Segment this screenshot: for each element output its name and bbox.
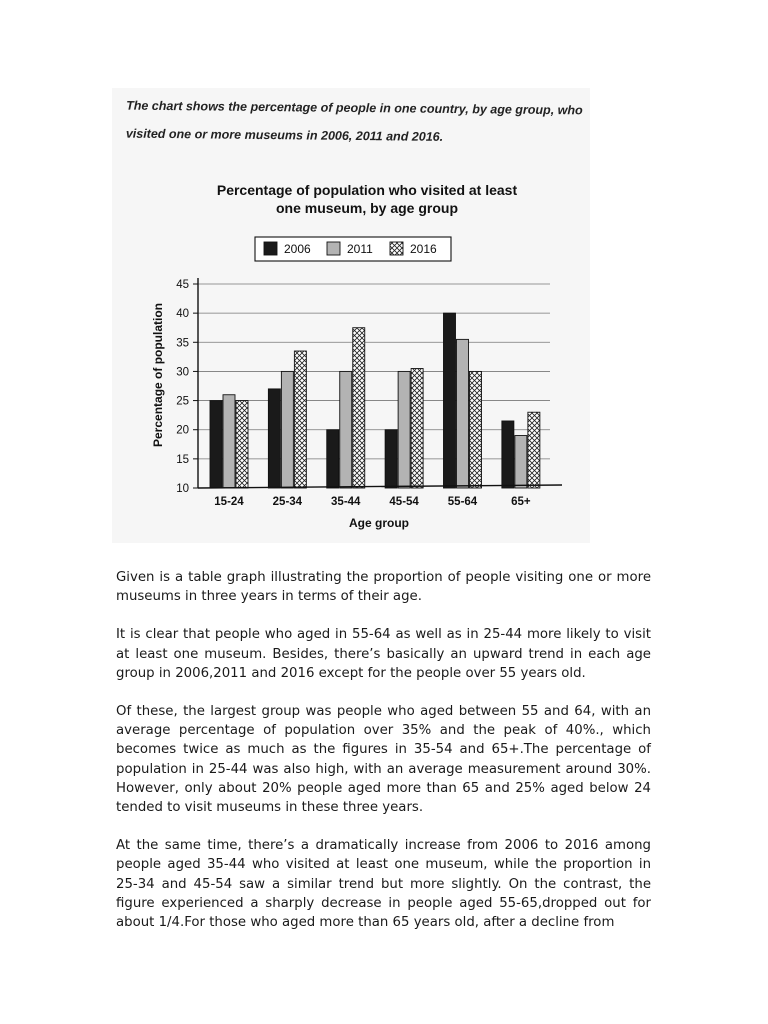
legend-swatch — [327, 242, 340, 255]
bar — [236, 401, 248, 488]
legend-swatch — [264, 242, 277, 255]
bar — [398, 371, 410, 488]
y-tick-label: 10 — [176, 483, 189, 495]
legend-label: 2016 — [410, 242, 437, 256]
bar — [528, 412, 540, 488]
bar — [210, 401, 222, 488]
x-tick-label: 45-54 — [389, 496, 419, 508]
chart-figure — [112, 88, 590, 543]
x-axis-title: Age group — [349, 516, 409, 530]
bar — [515, 436, 527, 488]
bar — [223, 395, 235, 488]
bar — [411, 369, 423, 488]
bar — [456, 339, 468, 488]
y-tick-label: 30 — [176, 366, 189, 379]
bar — [294, 351, 306, 488]
y-tick-label: 15 — [176, 453, 189, 466]
bar — [268, 389, 280, 488]
caption-line-2: visited one or more museums in 2006, 2011 and 2016. — [125, 126, 444, 144]
paragraph-1: Given is a table graph illustrating the proportion of people visiting one or more museums in three years in terms of their age. — [116, 570, 651, 605]
x-tick-label: 35-44 — [331, 496, 361, 508]
caption-line-1: The chart shows the percentage of people in one country, by age group, who — [126, 98, 583, 118]
x-tick-label: 15-24 — [214, 496, 244, 508]
gridlines — [198, 284, 550, 459]
essay-text — [116, 568, 651, 951]
paragraph-4: At the same time, there’s a dramatically increase from 2006 to 2016 among people aged 35-44 who visited at least one museum, while the proportion in 25-34 and 45-54 saw a similar trend but more slightly. On the contrast, the figure experienced a sharply decrease in people aged 55-65,dropped out for about 1/4.For those who aged more than 65 years old, after a decline from — [116, 838, 651, 931]
bar — [353, 328, 365, 488]
x-tick-label: 55-64 — [447, 496, 478, 508]
bar — [443, 313, 455, 488]
y-tick-label: 45 — [176, 279, 189, 291]
bar — [502, 421, 514, 488]
chart-title-line-1: Percentage of population who visited at least — [216, 182, 518, 198]
y-tick-label: 25 — [176, 395, 189, 408]
chart-title-line-2: one museum, by age group — [275, 200, 459, 216]
bar-chart — [112, 88, 590, 543]
x-tick-label: 25-34 — [272, 496, 303, 508]
y-tick-label: 20 — [176, 424, 189, 437]
y-tick-label: 40 — [176, 308, 189, 321]
legend-label: 2006 — [284, 242, 311, 256]
y-tick-label: 35 — [176, 337, 189, 350]
y-axis-title: Percentage of population — [151, 302, 165, 448]
bar — [469, 371, 481, 488]
bar — [281, 371, 293, 488]
bar — [385, 430, 397, 488]
paragraph-2: It is clear that people who aged in 55-64 as well as in 25-44 more likely to visit at least one museum. Besides, there’s basically an upward trend in each age group in 2006,2011 and 2016 except for the people over 55 years old. — [116, 627, 651, 681]
chart-legend — [255, 237, 451, 261]
x-tick-label: 65+ — [511, 496, 531, 508]
bar — [327, 430, 339, 488]
legend-swatch — [390, 242, 403, 255]
legend-label: 2011 — [347, 242, 373, 256]
paragraph-3: Of these, the largest group was people who aged between 55 and 64, with an average percentage of population over 35% and the peak of 40%., which becomes twice as much as the figures in 35-54 and 65+.The percentage of population in 25-44 was also high, with an average measurement around 30%. However, only about 20% people aged more than 65 and 25% aged below 24 tended to visit museums in these three years. — [116, 704, 651, 816]
bar — [340, 371, 352, 488]
